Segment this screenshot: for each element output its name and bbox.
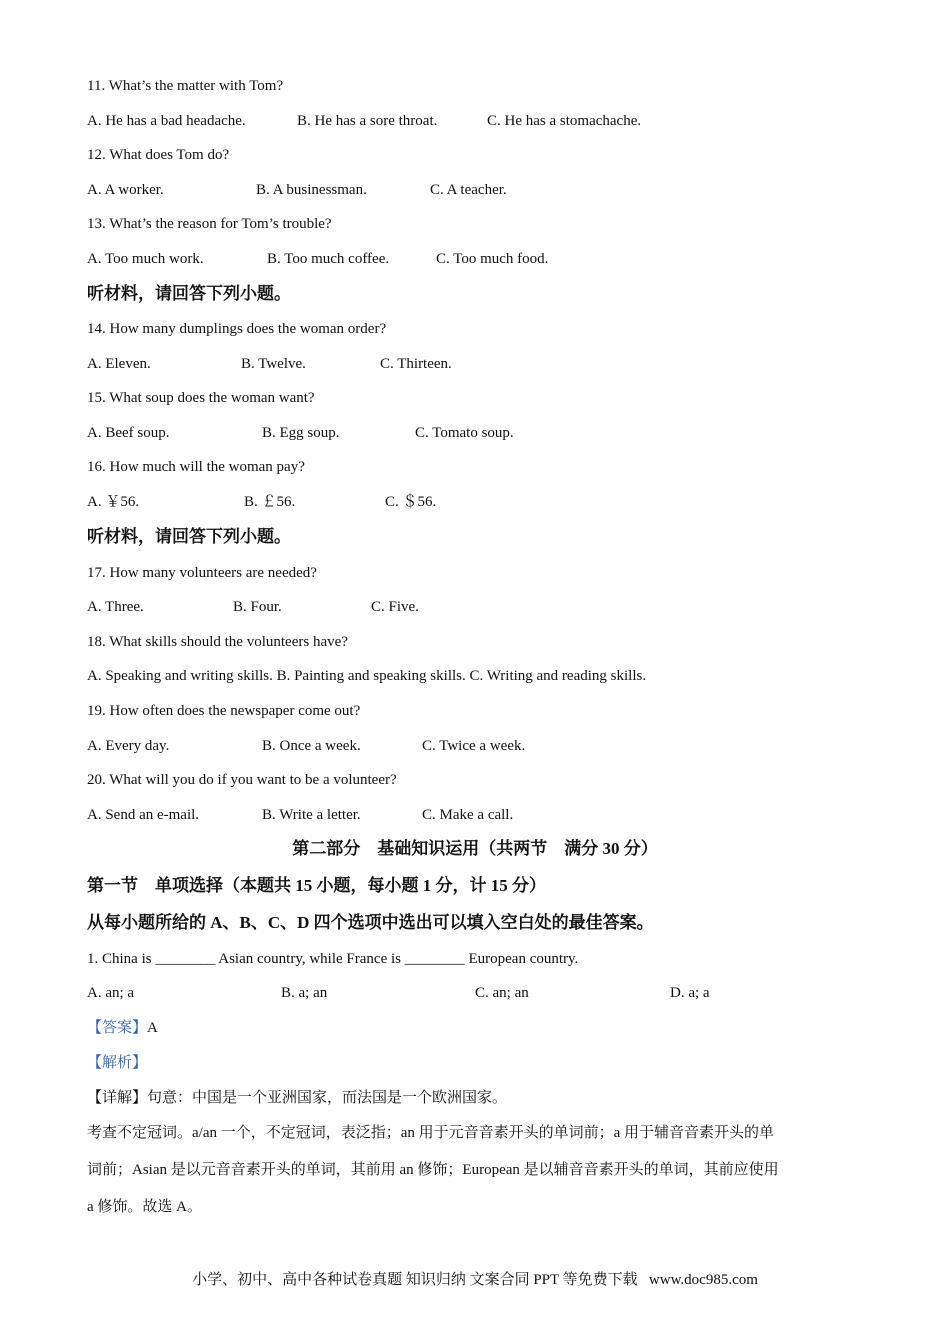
option-a: A. Beef soup. [87, 425, 170, 441]
option-b: B. ￡56. [244, 494, 296, 510]
answer [87, 1018, 158, 1038]
option-c: C. Five. [371, 599, 419, 615]
option-c: C. Tomato soup. [415, 425, 514, 441]
question-18-options: A. Speaking and writing skills. B. Painting and speaking skills. C. Writing and reading skills. [87, 668, 647, 684]
option-a: A. Send an e-mail. [87, 807, 200, 823]
option-a: A. A worker. [87, 182, 164, 198]
explanation-line: 词前；Asian 是以元音音素开头的单词，其前用 an 修饰；European 是以辅音音素开头的单词，其前应使用 [87, 1162, 779, 1178]
option-c: C. ＄56. [385, 494, 437, 510]
detail-line: 【详解】句意：中国是一个亚洲国家，而法国是一个欧洲国家。 [87, 1090, 508, 1106]
option-c: C. A teacher. [430, 182, 507, 198]
analysis-label: 【解析】 [87, 1055, 148, 1071]
question-20: 20. What will you do if you want to be a volunteer? [87, 772, 397, 788]
option-c: C. Make a call. [422, 807, 514, 823]
answer-value: A [147, 1020, 158, 1036]
part-title: 第二部分 基础知识运用（共两节 满分 30 分） [292, 839, 658, 858]
option-a: A. He has a bad headache. [87, 113, 246, 129]
option-b: B. Write a letter. [262, 807, 361, 823]
question-14: 14. How many dumplings does the woman order? [87, 321, 387, 337]
option-b: B. Four. [233, 599, 282, 615]
section-instruction: 从每小题所给的 A、B、C、D 四个选项中选出可以填入空白处的最佳答案。 [87, 913, 654, 932]
option-b: B. Egg soup. [262, 425, 340, 441]
question-19: 19. How often does the newspaper come out? [87, 703, 361, 719]
question-17: 17. How many volunteers are needed? [87, 565, 317, 581]
footer: 小学、初中、高中各种试卷真题 知识归纳 文案合同 PPT 等免费下载 www.doc985.com [192, 1272, 758, 1288]
option-a: A. Three. [87, 599, 144, 615]
option-c: C. Thirteen. [380, 356, 452, 372]
option-c: C. Too much food. [436, 251, 549, 267]
option-c: C. an; an [475, 985, 529, 1001]
listening-heading: 听材料，请回答下列小题。 [87, 284, 291, 303]
section-title: 第一节 单项选择（本题共 15 小题，每小题 1 分，计 15 分） [87, 876, 546, 895]
option-a: A. ￥56. [87, 494, 140, 510]
listening-heading: 听材料，请回答下列小题。 [87, 527, 291, 546]
option-c: C. Twice a week. [422, 738, 526, 754]
question-18: 18. What skills should the volunteers have? [87, 634, 348, 650]
question-15: 15. What soup does the woman want? [87, 390, 315, 406]
option-a: A. an; a [87, 985, 135, 1001]
option-b: B. Too much coffee. [267, 251, 390, 267]
option-b: B. Once a week. [262, 738, 361, 754]
question-1: 1. China is ________ Asian country, while France is ________ European country. [87, 951, 579, 967]
option-b: B. A businessman. [256, 182, 367, 198]
option-d: D. a; a [670, 985, 710, 1001]
option-b: B. a; an [281, 985, 328, 1001]
option-b: B. He has a sore throat. [297, 113, 438, 129]
question-13: 13. What’s the reason for Tom’s trouble? [87, 216, 332, 232]
explanation-line: a 修饰。故选 A。 [87, 1199, 202, 1215]
question-11: 11. What’s the matter with Tom? [87, 78, 284, 94]
option-a: A. Too much work. [87, 251, 204, 267]
explanation-line: 考查不定冠词。a/an 一个，不定冠词，表泛指；an 用于元音音素开头的单词前；a 用于辅音音素开头的单 [87, 1125, 775, 1141]
option-a: A. Eleven. [87, 356, 151, 372]
question-12: 12. What does Tom do? [87, 147, 230, 163]
option-b: B. Twelve. [241, 356, 306, 372]
option-c: C. He has a stomachache. [487, 113, 642, 129]
answer-label: 【答案】 [87, 1020, 148, 1036]
question-16: 16. How much will the woman pay? [87, 459, 305, 475]
option-a: A. Every day. [87, 738, 170, 754]
